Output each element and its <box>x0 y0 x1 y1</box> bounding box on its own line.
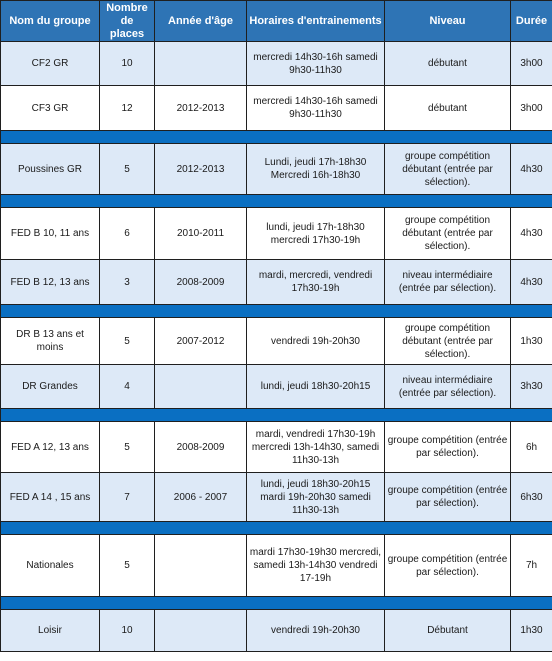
table-row <box>1 86 552 131</box>
header-duration: Durée <box>511 1 552 42</box>
duration-cell: 3h00 <box>511 42 552 86</box>
duration-cell: 6h30 <box>511 473 552 522</box>
duration-cell: 7h <box>511 535 552 597</box>
header-level: Niveau <box>385 1 511 42</box>
duration-cell: 4h30 <box>511 260 552 305</box>
header-schedule: Horaires d'entrainements <box>247 1 385 42</box>
schedule-cell: mercredi 14h30-16h samedi 9h30-11h30 <box>247 86 385 131</box>
age-year-cell <box>155 42 247 86</box>
level-cell: groupe compétition (entrée par sélection). <box>385 422 511 473</box>
schedule-cell: mardi, vendredi 17h30-19h mercredi 13h-14h30, samedi 11h30-13h <box>247 422 385 473</box>
places-cell: 5 <box>100 422 155 473</box>
group-name-cell: DR Grandes <box>1 365 100 409</box>
group-name-cell: FED B 10, 11 ans <box>1 208 100 260</box>
level-cell: groupe compétition débutant (entrée par sélection). <box>385 208 511 260</box>
group-name-cell: Nationales <box>1 535 100 597</box>
header-places: Nombre de places <box>100 1 155 42</box>
table-row <box>1 318 552 365</box>
group-name-cell: Poussines GR <box>1 144 100 195</box>
duration-cell: 1h30 <box>511 318 552 365</box>
section-separator <box>1 305 552 318</box>
group-name-cell: Loisir <box>1 610 100 652</box>
schedule-cell: mardi 17h30-19h30 mercredi, samedi 13h-14h30 vendredi 17-19h <box>247 535 385 597</box>
group-name-cell: FED B 12, 13 ans <box>1 260 100 305</box>
schedule-cell: mardi, mercredi, vendredi 17h30-19h <box>247 260 385 305</box>
age-year-cell: 2008-2009 <box>155 422 247 473</box>
table-row <box>1 144 552 195</box>
group-name-cell: CF2 GR <box>1 42 100 86</box>
table-row <box>1 422 552 473</box>
places-cell: 10 <box>100 610 155 652</box>
age-year-cell <box>155 535 247 597</box>
header-group-name: Nom du groupe <box>1 1 100 42</box>
table-row <box>1 610 552 652</box>
age-year-cell: 2008-2009 <box>155 260 247 305</box>
age-year-cell <box>155 610 247 652</box>
schedule-cell: lundi, jeudi 18h30-20h15 mardi 19h-20h30 samedi 11h30-13h <box>247 473 385 522</box>
age-year-cell: 2012-2013 <box>155 86 247 131</box>
places-cell: 12 <box>100 86 155 131</box>
header-age-year: Année d'âge <box>155 1 247 42</box>
table-row <box>1 42 552 86</box>
table-row <box>1 365 552 409</box>
section-separator <box>1 522 552 535</box>
level-cell: niveau intermédiaire (entrée par sélection). <box>385 365 511 409</box>
header-row <box>1 1 552 42</box>
level-cell: groupe compétition débutant (entrée par sélection). <box>385 144 511 195</box>
section-separator <box>1 597 552 610</box>
schedule-cell: Lundi, jeudi 17h-18h30 Mercredi 16h-18h30 <box>247 144 385 195</box>
schedule-cell: vendredi 19h-20h30 <box>247 610 385 652</box>
duration-cell: 3h00 <box>511 86 552 131</box>
places-cell: 6 <box>100 208 155 260</box>
duration-cell: 1h30 <box>511 610 552 652</box>
level-cell: groupe compétition débutant (entrée par sélection). <box>385 318 511 365</box>
level-cell: Débutant <box>385 610 511 652</box>
level-cell: débutant <box>385 86 511 131</box>
table-row <box>1 473 552 522</box>
table-row <box>1 535 552 597</box>
places-cell: 5 <box>100 144 155 195</box>
schedule-cell: lundi, jeudi 17h-18h30 mercredi 17h30-19h <box>247 208 385 260</box>
level-cell: groupe compétition (entrée par sélection). <box>385 535 511 597</box>
age-year-cell: 2007-2012 <box>155 318 247 365</box>
duration-cell: 3h30 <box>511 365 552 409</box>
group-name-cell: DR B 13 ans et moins <box>1 318 100 365</box>
section-separator <box>1 131 552 144</box>
places-cell: 10 <box>100 42 155 86</box>
places-cell: 7 <box>100 473 155 522</box>
duration-cell: 6h <box>511 422 552 473</box>
schedule-cell: vendredi 19h-20h30 <box>247 318 385 365</box>
age-year-cell: 2006 - 2007 <box>155 473 247 522</box>
duration-cell: 4h30 <box>511 144 552 195</box>
level-cell: groupe compétition (entrée par sélection). <box>385 473 511 522</box>
section-separator <box>1 409 552 422</box>
level-cell: débutant <box>385 42 511 86</box>
table-row <box>1 208 552 260</box>
schedule-cell: lundi, jeudi 18h30-20h15 <box>247 365 385 409</box>
places-cell: 5 <box>100 535 155 597</box>
age-year-cell: 2010-2011 <box>155 208 247 260</box>
age-year-cell <box>155 365 247 409</box>
section-separator <box>1 195 552 208</box>
duration-cell: 4h30 <box>511 208 552 260</box>
group-name-cell: FED A 12, 13 ans <box>1 422 100 473</box>
places-cell: 3 <box>100 260 155 305</box>
group-name-cell: CF3 GR <box>1 86 100 131</box>
age-year-cell: 2012-2013 <box>155 144 247 195</box>
places-cell: 4 <box>100 365 155 409</box>
schedule-cell: mercredi 14h30-16h samedi 9h30-11h30 <box>247 42 385 86</box>
table-row <box>1 260 552 305</box>
group-name-cell: FED A 14 , 15 ans <box>1 473 100 522</box>
places-cell: 5 <box>100 318 155 365</box>
level-cell: niveau intermédiaire (entrée par sélection). <box>385 260 511 305</box>
